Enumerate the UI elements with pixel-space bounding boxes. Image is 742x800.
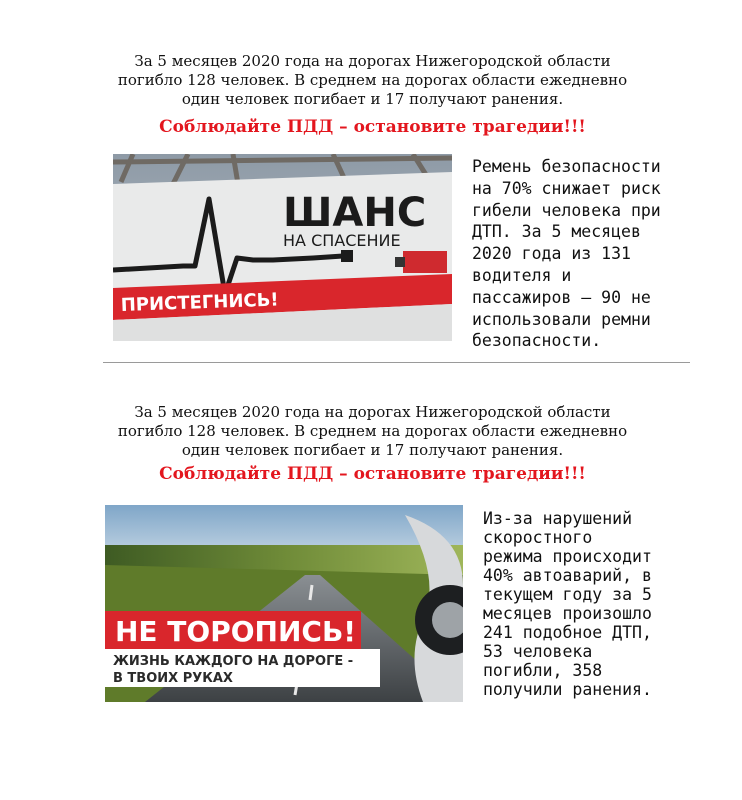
intro-text xyxy=(100,403,645,460)
banner-text: ПРИСТЕГНИСЬ! xyxy=(120,289,279,316)
buckle-red-icon xyxy=(403,251,447,273)
fact-line: 241 подобное ДТП, xyxy=(483,623,652,642)
fact-line: режима происходит xyxy=(483,547,652,566)
seatbelt-fact-text xyxy=(472,156,661,352)
slogan: Соблюдайте ПДД – остановите трагедии!!! xyxy=(159,117,586,137)
poster-subline1: ЖИЗНЬ КАЖДОГО НА ДОРОГЕ - xyxy=(113,654,354,669)
seatbelt-poster-image xyxy=(113,154,452,341)
fact-line: использовали ремни xyxy=(472,309,651,329)
fact-line: 53 человека xyxy=(483,642,593,661)
fact-line: скоростного xyxy=(483,528,593,547)
fact-line: 40% автоаварий, в xyxy=(483,566,652,585)
fact-line: пассажиров – 90 не xyxy=(472,287,651,307)
poster-line2: НА СПАСЕНИЕ xyxy=(283,231,401,250)
fact-line: получили ранения. xyxy=(483,680,652,699)
intro-line: один человек погибает и 17 получают ранения. xyxy=(181,90,564,108)
fact-line: ДТП. За 5 месяцев xyxy=(472,222,641,242)
speeding-poster-image xyxy=(105,505,463,702)
intro-line: погибло 128 человек. В среднем на дорогах области ежедневно xyxy=(117,422,628,440)
fact-line: Из-за нарушений xyxy=(483,509,633,528)
speeding-fact-text xyxy=(483,509,652,699)
poster-line1: ШАНС xyxy=(283,190,427,236)
fact-line: на 70% снижает риск xyxy=(472,178,661,198)
fact-line: погибли, 358 xyxy=(483,661,603,680)
poster-headline: НЕ ТОРОПИСЬ! xyxy=(115,615,357,648)
slogan: Соблюдайте ПДД – остановите трагедии!!! xyxy=(159,464,586,484)
fact-line: текущем году за 5 xyxy=(483,585,652,604)
fact-line: 2020 года из 131 xyxy=(472,244,631,264)
buckle-icon xyxy=(341,250,353,262)
intro-text xyxy=(100,52,645,109)
fact-line: месяцев произошло xyxy=(483,604,652,623)
intro-line: погибло 128 человек. В среднем на дорогах области ежедневно xyxy=(117,71,628,89)
intro-line: один человек погибает и 17 получают ранения. xyxy=(181,441,564,459)
fact-line: гибели человека при xyxy=(472,200,661,220)
intro-line: За 5 месяцев 2020 года на дорогах Нижегородской области xyxy=(134,403,611,421)
intro-line: За 5 месяцев 2020 года на дорогах Нижегородской области xyxy=(134,52,611,70)
fact-line: Ремень безопасности xyxy=(472,157,661,176)
section-divider xyxy=(103,362,690,363)
fact-line: водителя и xyxy=(472,265,572,285)
fact-line: безопасности. xyxy=(472,331,602,351)
poster-subline2: В ТВОИХ РУКАХ xyxy=(113,671,233,686)
